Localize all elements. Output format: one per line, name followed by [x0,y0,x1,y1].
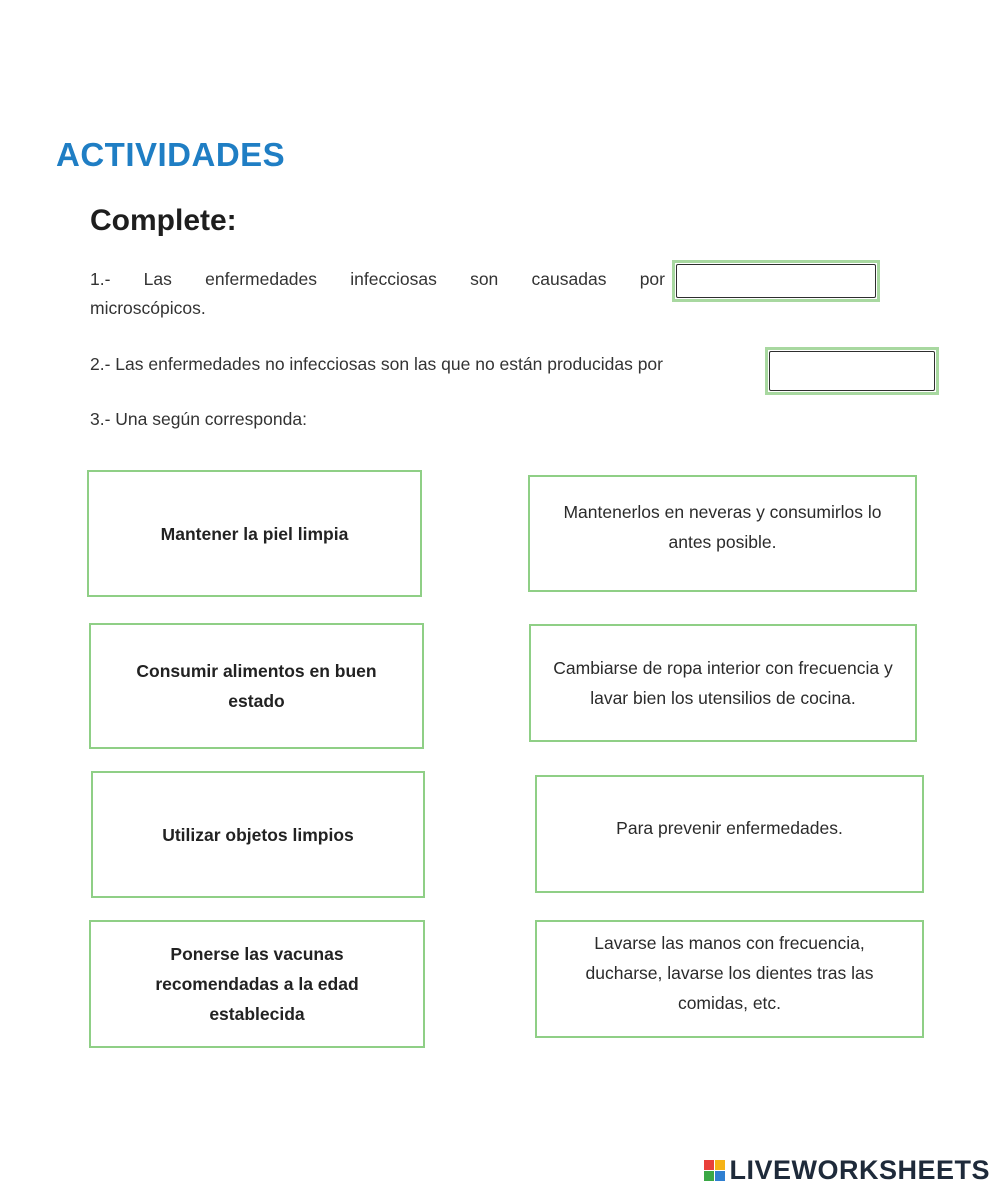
question-1-answer-field[interactable] [672,260,880,302]
question-1-continuation: microscópicos. [90,298,206,318]
match-right-label: Cambiarse de ropa interior con frecuencia y lavar bien los utensilios de cocina. [553,658,893,708]
match-left-item[interactable] [89,623,424,749]
match-right-label: Lavarse las manos con frecuencia, ducharse, lavarse los dientes tras las comidas, etc. [585,933,874,1013]
section-subtitle: Complete: [90,204,237,237]
match-left-label: Utilizar objetos limpios [162,824,354,845]
question-3-text: 3.- Una según corresponda: [90,409,307,429]
match-left-label: Consumir alimentos en buen estado [136,661,377,711]
match-right-label: Para prevenir enfermedades. [616,818,843,838]
liveworksheets-logo [704,1155,990,1186]
page-title: ACTIVIDADES [56,136,286,173]
logo-text: LIVEWORKSHEETS [729,1155,990,1185]
match-left-item[interactable] [89,920,425,1048]
liveworksheets-logo-icon [704,1160,725,1181]
match-right-label: Mantenerlos en neveras y consumirlos lo antes posible. [563,502,882,552]
question-2-text: 2.- Las enfermedades no infecciosas son las que no están producidas por [90,354,663,374]
match-right-item[interactable] [535,920,924,1038]
match-left-label: Mantener la piel limpia [160,523,349,544]
match-left-label: Ponerse las vacunas recomendadas a la edad establecida [155,944,359,1024]
match-right-item[interactable] [529,624,917,742]
match-left-item[interactable] [87,470,422,597]
question-1-text: 1.- Las enfermedades infecciosas son causadas por [90,269,665,289]
match-right-item[interactable] [528,475,917,592]
question-2-answer-field[interactable] [765,347,939,395]
match-right-item[interactable] [535,775,924,893]
match-left-item[interactable] [91,771,425,898]
